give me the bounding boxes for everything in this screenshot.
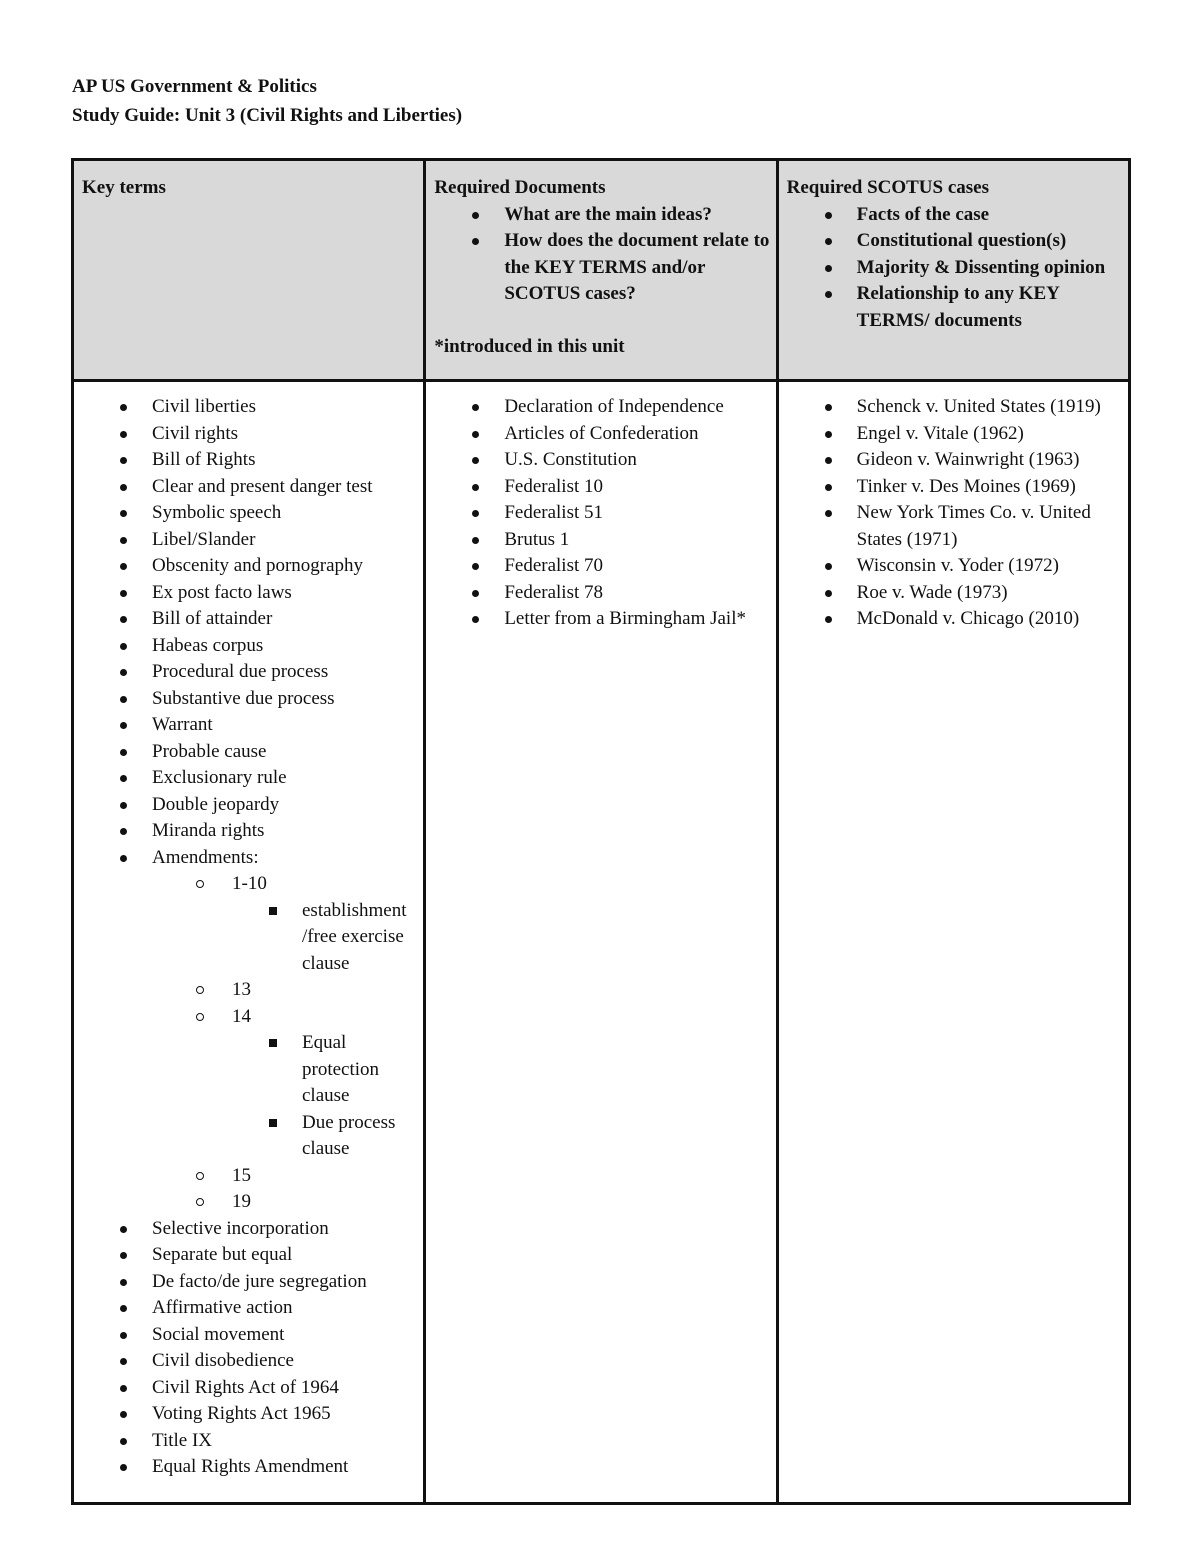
list-item: Civil disobedience — [82, 1348, 419, 1375]
key-terms-header-title: Key terms — [82, 177, 166, 198]
list-item: Obscenity and pornography — [82, 553, 419, 580]
list-item: U.S. Constitution — [434, 447, 771, 474]
course-title: AP US Government & Politics — [72, 76, 317, 97]
list-item: What are the main ideas? — [434, 202, 769, 229]
list-item: Equal Rights Amendment — [82, 1454, 419, 1481]
list-item: Federalist 51 — [434, 500, 771, 527]
list-item: Federalist 78 — [434, 580, 771, 607]
list-item: Procedural due process — [82, 659, 419, 686]
amendment-clause: Due process clause — [82, 1110, 419, 1163]
documents-header-note: *introduced in this unit — [434, 335, 625, 357]
list-item: Affirmative action — [82, 1295, 419, 1322]
cases-header-list — [787, 202, 1122, 335]
list-item: Bill of Rights — [82, 447, 419, 474]
key-terms-list — [82, 394, 419, 1481]
amendment-item — [82, 871, 419, 977]
documents-header-title: Required Documents — [434, 177, 606, 198]
list-item: Facts of the case — [787, 202, 1122, 229]
list-item: Separate but equal — [82, 1242, 419, 1269]
list-item: Constitutional question(s) — [787, 228, 1122, 255]
amendment-sublist — [82, 1030, 419, 1163]
list-item: Wisconsin v. Yoder (1972) — [787, 553, 1124, 580]
list-item: Engel v. Vitale (1962) — [787, 421, 1124, 448]
table-body-row — [73, 381, 1130, 1504]
list-item: Ex post facto laws — [82, 580, 419, 607]
list-item: New York Times Co. v. United States (1971) — [787, 500, 1124, 553]
list-item: Habeas corpus — [82, 633, 419, 660]
document-title — [72, 72, 462, 130]
amendment-item — [82, 1004, 419, 1163]
list-item: Declaration of Independence — [434, 394, 771, 421]
list-item: De facto/de jure segregation — [82, 1269, 419, 1296]
list-item: Schenck v. United States (1919) — [787, 394, 1124, 421]
list-item: Brutus 1 — [434, 527, 771, 554]
list-item: Civil rights — [82, 421, 419, 448]
list-item: Clear and present danger test — [82, 474, 419, 501]
list-item: Miranda rights — [82, 818, 419, 845]
key-terms-header — [73, 160, 425, 381]
documents-cell — [425, 381, 777, 1504]
documents-list — [434, 394, 771, 633]
amendments-label: Amendments: — [152, 846, 259, 868]
list-item: Roe v. Wade (1973) — [787, 580, 1124, 607]
list-item: Relationship to any KEY TERMS/ documents — [787, 281, 1122, 334]
amendment-clause: Equal protection clause — [82, 1030, 419, 1110]
unit-title: Study Guide: Unit 3 (Civil Rights and Liberties) — [72, 105, 463, 126]
amendment-sublist — [82, 898, 419, 978]
list-item: Civil Rights Act of 1964 — [82, 1375, 419, 1402]
cases-header — [777, 160, 1129, 381]
list-item: Tinker v. Des Moines (1969) — [787, 474, 1124, 501]
list-item: Double jeopardy — [82, 792, 419, 819]
table-header-row — [73, 160, 1130, 381]
study-guide-table — [71, 158, 1131, 1505]
key-terms-cell — [73, 381, 425, 1504]
list-item: How does the document relate to the KEY TERMS and/or SCOTUS cases? — [434, 228, 769, 308]
list-item: Letter from a Birmingham Jail* — [434, 606, 771, 633]
list-item: Exclusionary rule — [82, 765, 419, 792]
cases-cell — [777, 381, 1129, 1504]
amendments-list — [82, 871, 419, 1216]
documents-header — [425, 160, 777, 381]
list-item: Federalist 70 — [434, 553, 771, 580]
list-item: McDonald v. Chicago (2010) — [787, 606, 1124, 633]
list-item: Civil liberties — [82, 394, 419, 421]
list-item: Articles of Confederation — [434, 421, 771, 448]
list-item: Gideon v. Wainwright (1963) — [787, 447, 1124, 474]
list-item: Federalist 10 — [434, 474, 771, 501]
list-item: Probable cause — [82, 739, 419, 766]
amendment-item: 13 — [82, 977, 419, 1004]
amendment-clause: establishment /free exercise clause — [82, 898, 419, 978]
list-item: Selective incorporation — [82, 1216, 419, 1243]
list-item: Libel/Slander — [82, 527, 419, 554]
list-item: Symbolic speech — [82, 500, 419, 527]
list-item: Bill of attainder — [82, 606, 419, 633]
list-item: Voting Rights Act 1965 — [82, 1401, 419, 1428]
amendment-item: 15 — [82, 1163, 419, 1190]
documents-header-list — [434, 202, 769, 308]
list-item: Majority & Dissenting opinion — [787, 255, 1122, 282]
list-item: Social movement — [82, 1322, 419, 1349]
list-item: Warrant — [82, 712, 419, 739]
amendments-item — [82, 845, 419, 1216]
list-item: Substantive due process — [82, 686, 419, 713]
cases-list — [787, 394, 1124, 633]
amendment-label: 14 — [232, 1005, 251, 1027]
amendment-label: 1-10 — [232, 873, 267, 894]
amendment-item: 19 — [82, 1189, 419, 1216]
cases-header-title: Required SCOTUS cases — [786, 177, 989, 198]
list-item: Title IX — [82, 1428, 419, 1455]
